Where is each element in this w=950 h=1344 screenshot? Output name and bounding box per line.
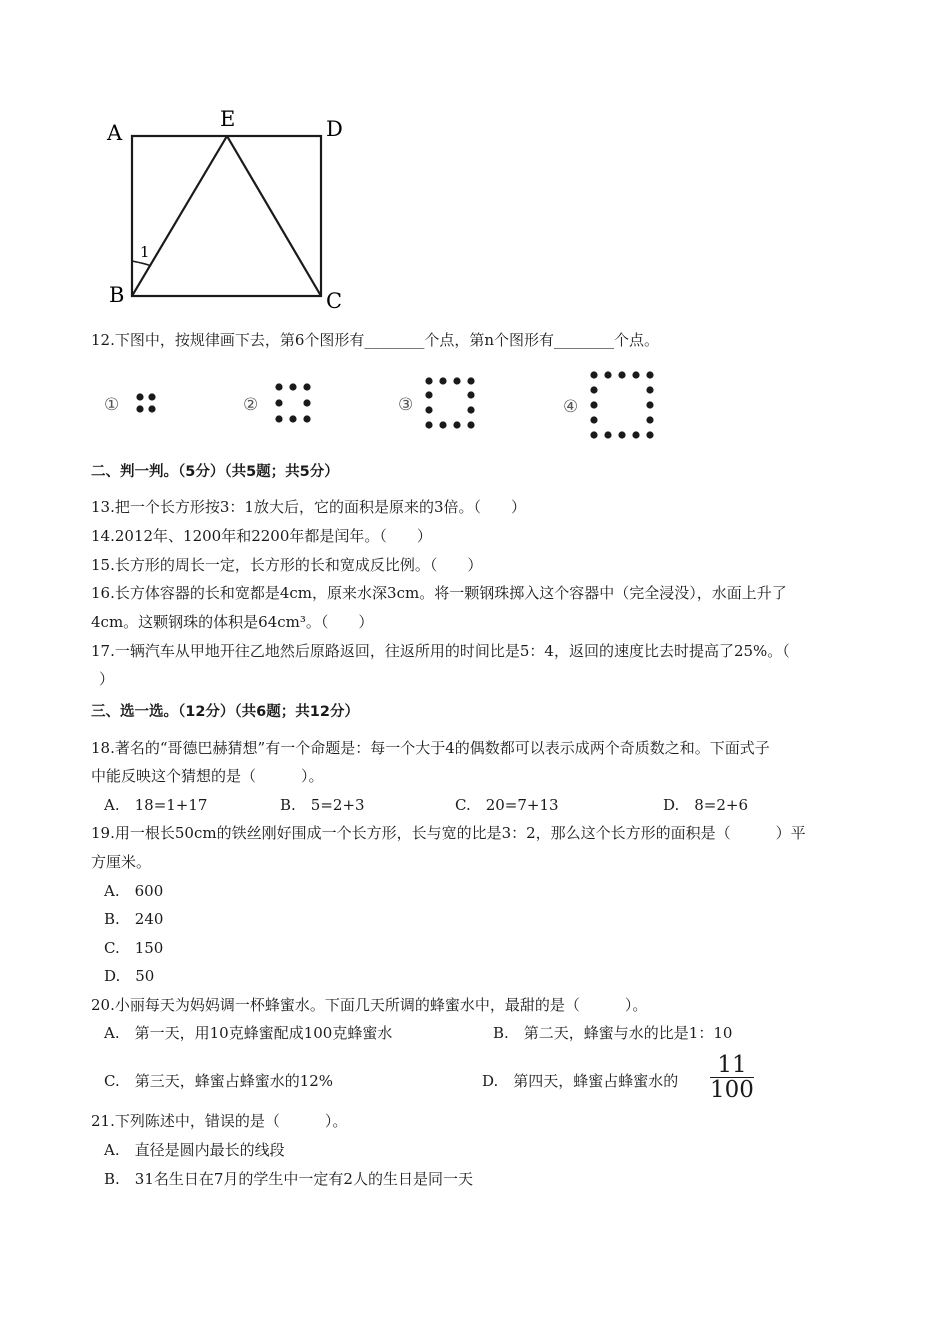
question-16-line-1: 16.长方体容器的长和宽都是4cm，原来水深3cm。将一颗钢珠掷入这个容器中（完全浸没），水面上升了 bbox=[91, 584, 787, 602]
q18-option-b[interactable]: B. 5=2+3 bbox=[280, 796, 365, 814]
pattern-2 bbox=[275, 383, 310, 422]
fraction-numerator: 11 bbox=[710, 1054, 754, 1078]
question-19-line-2: 方厘米。 bbox=[91, 853, 152, 871]
pattern-1 bbox=[136, 393, 155, 412]
pattern-label-3: ③ bbox=[398, 395, 414, 415]
section-2-heading: 二、判一判。（5分）（共5题；共5分） bbox=[91, 464, 339, 480]
q19-option-b[interactable]: B. 240 bbox=[104, 910, 164, 928]
label-b: B bbox=[109, 283, 125, 307]
q18-option-a[interactable]: A. 18=1+17 bbox=[104, 796, 208, 814]
question-14: 14.2012年、1200年和2200年都是闰年。（ ） bbox=[91, 527, 432, 545]
q20-fraction bbox=[710, 1054, 754, 1101]
q18-option-c[interactable]: C. 20=7+13 bbox=[455, 796, 559, 814]
segment-ec bbox=[227, 136, 321, 296]
q20-option-d[interactable]: D. 第四天，蜂蜜占蜂蜜水的 bbox=[482, 1072, 679, 1090]
question-18-line-1: 18.著名的“哥德巴赫猜想”有一个命题是：每一个大于4的偶数都可以表示成两个奇质数之和。下面式子 bbox=[91, 739, 770, 757]
label-angle-1: 1 bbox=[140, 243, 150, 261]
q18-option-d[interactable]: D. 8=2+6 bbox=[663, 796, 749, 814]
label-d: D bbox=[326, 117, 343, 141]
question-21: 21.下列陈述中，错误的是（ ）。 bbox=[91, 1112, 348, 1130]
question-15: 15.长方形的周长一定，长方形的长和宽成反比例。（ ） bbox=[91, 556, 483, 574]
question-17-line-1: 17.一辆汽车从甲地开往乙地然后原路返回，往返所用的时间比是5：4，返回的速度比去时提高了25%。（ bbox=[91, 642, 790, 660]
question-12: 12.下图中，按规律画下去，第6个图形有________个点，第n个图形有________个点。 bbox=[91, 331, 660, 349]
label-a: A bbox=[107, 121, 123, 145]
square-abcd bbox=[132, 136, 321, 296]
label-c: C bbox=[326, 289, 343, 313]
angle-1-arc bbox=[132, 261, 151, 266]
question-18-line-2: 中能反映这个猜想的是（ ）。 bbox=[91, 767, 324, 785]
pattern-label-4: ④ bbox=[563, 397, 579, 417]
question-19-line-1: 19.用一根长50cm的铁丝刚好围成一个长方形，长与宽的比是3：2，那么这个长方形的面积是（ ）平 bbox=[91, 824, 806, 842]
q19-option-a[interactable]: A. 600 bbox=[104, 882, 164, 900]
question-13: 13.把一个长方形按3：1放大后，它的面积是原来的3倍。（ ） bbox=[91, 498, 526, 516]
q19-option-d[interactable]: D. 50 bbox=[104, 967, 155, 985]
section-3-heading: 三、选一选。（12分）（共6题；共12分） bbox=[91, 704, 359, 720]
pattern-label-1: ① bbox=[104, 395, 120, 415]
q21-option-b[interactable]: B. 31名生日在7月的学生中一定有2人的生日是同一天 bbox=[104, 1170, 473, 1188]
square-triangle-figure bbox=[95, 98, 355, 313]
question-17-line-2: ） bbox=[99, 670, 115, 688]
q20-option-a[interactable]: A. 第一天，用10克蜂蜜配成100克蜂蜜水 bbox=[104, 1024, 393, 1042]
pattern-label-2: ② bbox=[243, 395, 259, 415]
pattern-3 bbox=[425, 377, 474, 428]
pattern-4 bbox=[590, 371, 653, 438]
label-e: E bbox=[220, 107, 236, 131]
q21-option-a[interactable]: A. 直径是圆内最长的线段 bbox=[104, 1141, 285, 1159]
q20-option-c[interactable]: C. 第三天，蜂蜜占蜂蜜水的12% bbox=[104, 1072, 334, 1090]
fraction-denominator: 100 bbox=[710, 1077, 754, 1103]
segment-eb bbox=[132, 136, 227, 296]
question-16-line-2: 4cm。这颗钢珠的体积是64cm³。（ ） bbox=[91, 613, 374, 631]
dot-pattern-figure bbox=[95, 363, 675, 448]
question-20: 20.小丽每天为妈妈调一杯蜂蜜水。下面几天所调的蜂蜜水中，最甜的是（ ）。 bbox=[91, 996, 648, 1014]
q20-option-b[interactable]: B. 第二天，蜂蜜与水的比是1：10 bbox=[493, 1024, 733, 1042]
q19-option-c[interactable]: C. 150 bbox=[104, 939, 164, 957]
